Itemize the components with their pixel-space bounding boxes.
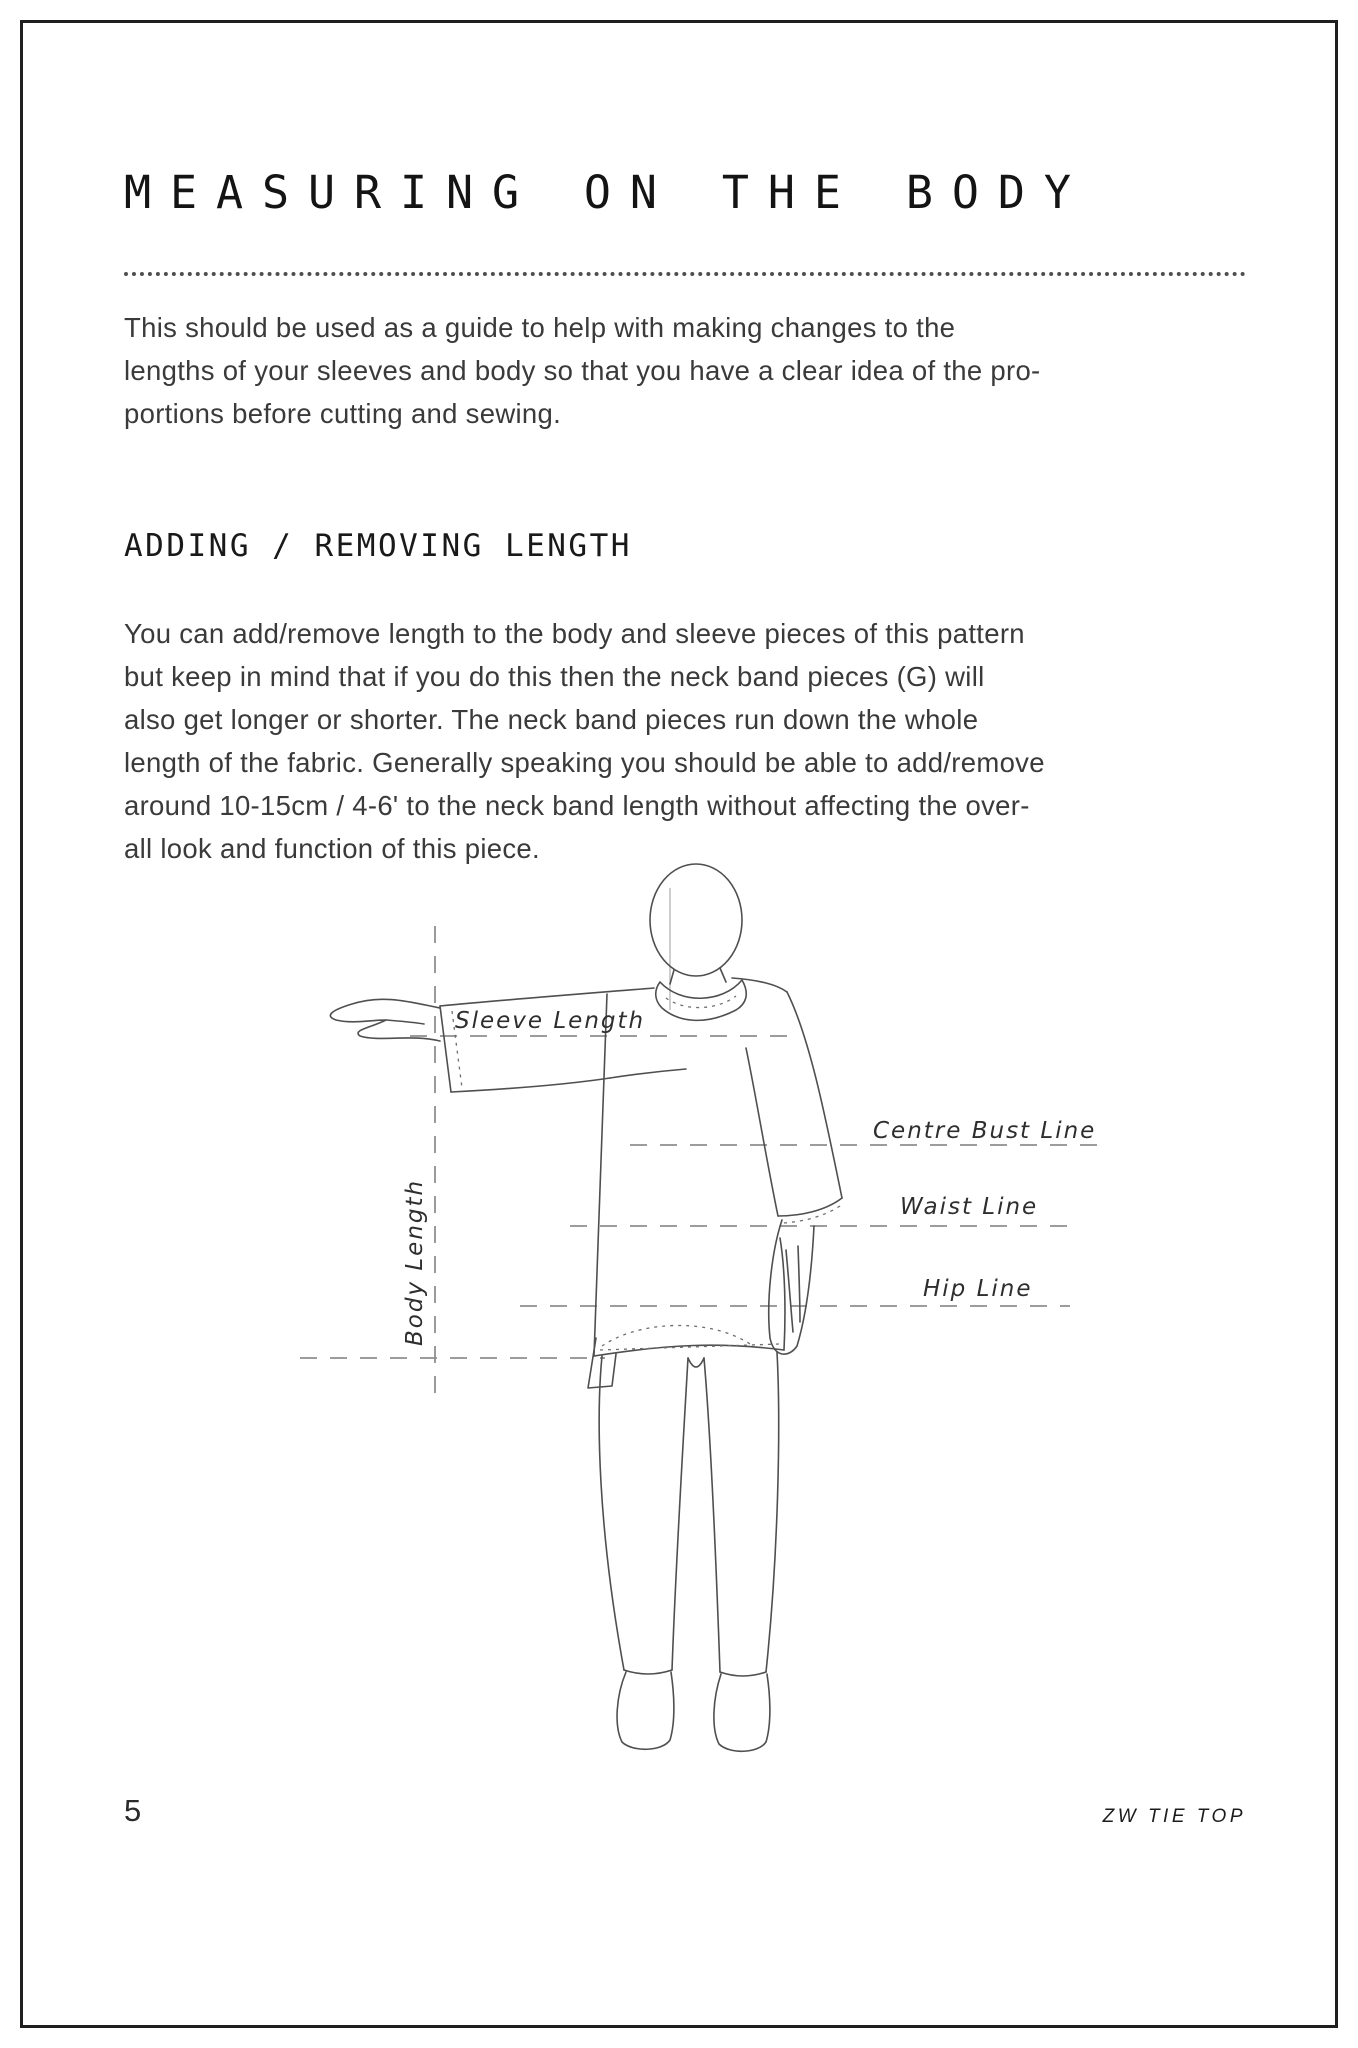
centre-bust-label: Centre Bust Line — [873, 1118, 1097, 1144]
figure-left-shoe — [617, 1672, 674, 1749]
intro-line: This should be used as a guide to help with making changes to the — [124, 312, 956, 343]
sleeve-length-label: Sleeve Length — [455, 1008, 646, 1034]
body-length-label: Body Length — [402, 1178, 428, 1346]
figure-head — [650, 864, 742, 976]
section-line: but keep in mind that if you do this then the neck band pieces (G) will — [124, 661, 985, 692]
figure-right-hand — [769, 1220, 814, 1354]
figure-left-hand — [330, 999, 440, 1041]
intro-line: lengths of your sleeves and body so that you have a clear idea of the pro- — [124, 355, 1041, 386]
section-heading: ADDING / REMOVING LENGTH — [124, 528, 632, 564]
intro-paragraph — [124, 306, 1041, 435]
page-number: 5 — [124, 1793, 142, 1828]
section-line: also get longer or shorter. The neck band pieces run down the whole — [124, 704, 979, 735]
figure-right-leg — [704, 1358, 720, 1672]
figure-left-leg — [599, 1356, 624, 1670]
section-line: length of the fabric. Generally speaking you should be able to add/remove — [124, 747, 1045, 778]
section-line: You can add/remove length to the body and sleeve pieces of this pattern — [124, 618, 1025, 649]
page-title: MEASURING ON THE BODY — [124, 166, 1090, 219]
measuring-figure-diagram — [280, 858, 1110, 1770]
figure-right-shoe — [714, 1674, 770, 1751]
footer-brand: ZW TIE TOP — [1102, 1806, 1246, 1827]
intro-line: portions before cutting and sewing. — [124, 398, 562, 429]
figure-body-left-edge — [594, 994, 607, 1356]
section-line: around 10-15cm / 4-6' to the neck band length without affecting the over- — [124, 790, 1030, 821]
section-line: all look and function of this piece. — [124, 833, 540, 864]
section-paragraph — [124, 612, 1045, 870]
dotted-divider — [124, 272, 1246, 276]
waist-line-label: Waist Line — [900, 1194, 1039, 1220]
figure-collar — [656, 980, 747, 1020]
hip-line-label: Hip Line — [923, 1276, 1033, 1302]
